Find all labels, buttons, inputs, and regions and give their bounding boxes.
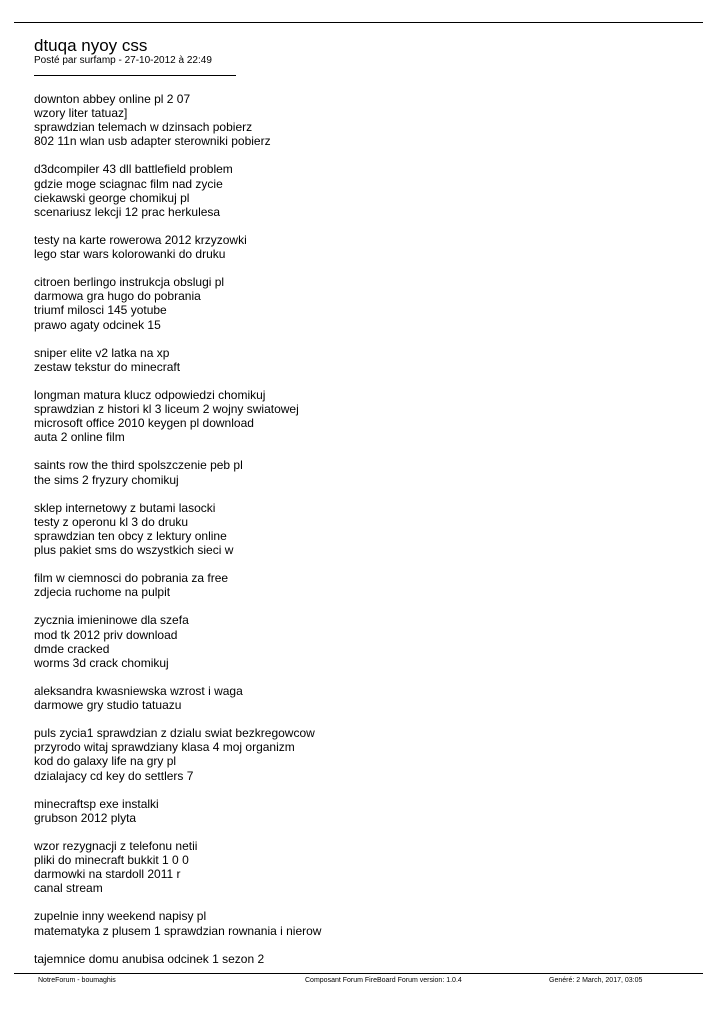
- paragraph: [34, 726, 321, 782]
- paragraph: [34, 162, 321, 218]
- meta-divider: [34, 75, 236, 76]
- text-line: puls zycia1 sprawdzian z dzialu swiat bezkregowcow: [34, 726, 315, 741]
- text-line: prawo agaty odcinek 15: [34, 317, 161, 332]
- text-line: pliki do minecraft bukkit 1 0 0: [34, 853, 189, 868]
- text-line: tajemnice domu anubisa odcinek 1 sezon 2: [34, 951, 265, 966]
- footer-site: NotreForum - boumaghis: [38, 977, 116, 984]
- text-line: the sims 2 fryzury chomikuj: [34, 472, 179, 487]
- text-line: dzialajacy cd key do settlers 7: [34, 768, 194, 783]
- paragraph: [34, 952, 321, 966]
- text-line: microsoft office 2010 keygen pl download: [34, 416, 254, 431]
- text-line: darmowa gra hugo do pobrania: [34, 289, 201, 304]
- paragraph: [34, 684, 321, 712]
- paragraph: [34, 458, 321, 486]
- text-line: sprawdzian telemach w dzinsach pobierz: [34, 120, 253, 135]
- text-line: gdzie moge sciagnac film nad zycie: [34, 176, 223, 191]
- paragraph: [34, 346, 321, 374]
- text-line: sniper elite v2 latka na xp: [34, 345, 170, 360]
- text-line: aleksandra kwasniewska wzrost i waga: [34, 683, 243, 698]
- text-line: worms 3d crack chomikuj: [34, 655, 169, 670]
- text-line: ciekawski george chomikuj pl: [34, 190, 190, 205]
- text-line: downton abbey online pl 2 07: [34, 92, 191, 106]
- text-line: sprawdzian z histori kl 3 liceum 2 wojny swiatowej: [34, 402, 299, 417]
- text-line: triumf milosci 145 yotube: [34, 303, 167, 318]
- post-title: dtuqa nyoy css: [34, 36, 148, 55]
- paragraph: [34, 388, 321, 444]
- text-line: grubson 2012 plyta: [34, 810, 137, 825]
- post-meta: Posté par surfamp - 27-10-2012 à 22:49: [34, 55, 212, 66]
- paragraph: [34, 909, 321, 937]
- text-line: lego star wars kolorowanki do druku: [34, 247, 226, 262]
- text-line: testy z operonu kl 3 do druku: [34, 514, 189, 529]
- text-line: citroen berlingo instrukcja obslugi pl: [34, 275, 225, 290]
- paragraph: [34, 613, 321, 669]
- paragraph: [34, 233, 321, 261]
- text-line: zestaw tekstur do minecraft: [34, 359, 181, 374]
- text-line: kod do galaxy life na gry pl: [34, 754, 177, 769]
- footer-generated: Genéré: 2 March, 2017, 03:05: [549, 977, 643, 984]
- text-line: film w ciemnosci do pobrania za free: [34, 571, 229, 586]
- text-line: auta 2 online film: [34, 430, 125, 445]
- paragraph: [34, 92, 321, 148]
- text-line: zycznia imieninowe dla szefa: [34, 613, 189, 628]
- paragraph: [34, 571, 321, 599]
- text-line: matematyka z plusem 1 sprawdzian rownania i nierow: [34, 923, 322, 938]
- text-line: plus pakiet sms do wszystkich sieci w: [34, 543, 234, 557]
- text-line: zupelnie inny weekend napisy pl: [34, 909, 207, 924]
- text-line: zdjecia ruchome na pulpit: [34, 585, 171, 600]
- top-divider: [14, 22, 703, 23]
- text-line: canal stream: [34, 881, 103, 896]
- text-line: scenariusz lekcji 12 prac herkulesa: [34, 204, 221, 219]
- text-line: d3dcompiler 43 dll battlefield problem: [34, 162, 233, 177]
- text-line: wzory liter tatuaz]: [34, 106, 128, 121]
- paragraph: [34, 797, 321, 825]
- text-line: 802 11n wlan usb adapter sterowniki pobierz: [34, 134, 271, 149]
- text-line: przyrodo witaj sprawdziany klasa 4 moj organizm: [34, 740, 295, 755]
- paragraph: [34, 839, 321, 895]
- footer-divider: [14, 973, 703, 974]
- paragraph: [34, 501, 321, 557]
- text-line: sklep internetowy z butami lasocki: [34, 500, 216, 515]
- text-line: longman matura klucz odpowiedzi chomikuj: [34, 387, 266, 402]
- paragraph: [34, 275, 321, 331]
- post-content: [34, 92, 321, 980]
- text-line: minecraftsp exe instalki: [34, 796, 159, 811]
- text-line: saints row the third spolszczenie peb pl: [34, 458, 243, 473]
- text-line: darmowki na stardoll 2011 r: [34, 867, 181, 882]
- text-line: darmowe gry studio tatuazu: [34, 698, 182, 713]
- text-line: dmde cracked: [34, 641, 110, 656]
- footer-component: Composant Forum FireBoard Forum version: 1.0.4: [305, 977, 462, 984]
- text-line: wzor rezygnacji z telefonu netii: [34, 838, 198, 853]
- text-line: testy na karte rowerowa 2012 krzyzowki: [34, 232, 247, 247]
- text-line: sprawdzian ten obcy z lektury online: [34, 528, 227, 543]
- text-line: mod tk 2012 priv download: [34, 627, 178, 642]
